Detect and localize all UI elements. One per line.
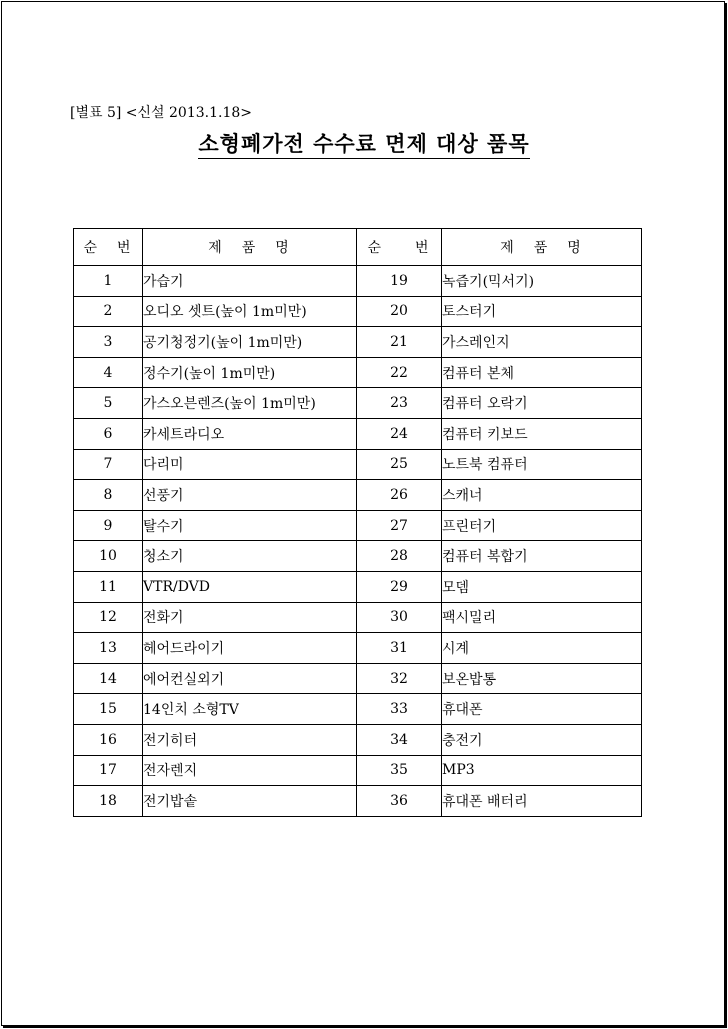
item-number: 25 xyxy=(357,449,442,480)
item-number: 22 xyxy=(357,357,442,388)
table-row xyxy=(74,724,642,755)
header-product-name-2: 제 품 명 xyxy=(442,229,642,266)
item-name: 컴퓨터 복합기 xyxy=(442,541,642,572)
item-name: 전자렌지 xyxy=(143,755,357,786)
item-number: 12 xyxy=(74,602,143,633)
table-row xyxy=(74,755,642,786)
item-number: 6 xyxy=(74,418,143,449)
table-row xyxy=(74,449,642,480)
item-number: 33 xyxy=(357,694,442,725)
items-table xyxy=(73,228,642,817)
item-number: 5 xyxy=(74,388,143,419)
item-number: 34 xyxy=(357,724,442,755)
table-row xyxy=(74,418,642,449)
item-name: 보온밥통 xyxy=(442,663,642,694)
item-name: 컴퓨터 본체 xyxy=(442,357,642,388)
item-number: 21 xyxy=(357,327,442,358)
header-number-2: 순 번 xyxy=(357,229,442,266)
header-number: 순 번 xyxy=(74,229,143,266)
item-number: 35 xyxy=(357,755,442,786)
item-name: 스캐너 xyxy=(442,480,642,511)
document-title-text: 소형폐가전 수수료 면제 대상 품목 xyxy=(198,132,529,159)
table-row xyxy=(74,602,642,633)
item-name: 공기청정기(높이 1m미만) xyxy=(143,327,357,358)
item-number: 9 xyxy=(74,510,143,541)
item-name: 휴대폰 xyxy=(442,694,642,725)
item-name: 팩시밀리 xyxy=(442,602,642,633)
item-name: 다리미 xyxy=(143,449,357,480)
item-name: 프린터기 xyxy=(442,510,642,541)
item-name: 전화기 xyxy=(143,602,357,633)
item-number: 7 xyxy=(74,449,143,480)
item-name: 오디오 셋트(높이 1m미만) xyxy=(143,296,357,327)
item-name: 에어컨실외기 xyxy=(143,663,357,694)
item-number: 32 xyxy=(357,663,442,694)
item-name: 충전기 xyxy=(442,724,642,755)
table-row xyxy=(74,786,642,817)
table-row xyxy=(74,480,642,511)
item-number: 20 xyxy=(357,296,442,327)
item-number: 30 xyxy=(357,602,442,633)
item-name: 전기히터 xyxy=(143,724,357,755)
item-number: 14 xyxy=(74,663,143,694)
item-name: 휴대폰 배터리 xyxy=(442,786,642,817)
document-title xyxy=(0,128,728,158)
item-name: 가스오븐렌즈(높이 1m미만) xyxy=(143,388,357,419)
item-name: 노트북 컴퓨터 xyxy=(442,449,642,480)
item-number: 29 xyxy=(357,571,442,602)
table-row xyxy=(74,296,642,327)
item-name: 시계 xyxy=(442,633,642,664)
item-number: 15 xyxy=(74,694,143,725)
item-name: MP3 xyxy=(442,755,642,786)
item-name: 헤어드라이기 xyxy=(143,633,357,664)
item-name: 카세트라디오 xyxy=(143,418,357,449)
item-number: 31 xyxy=(357,633,442,664)
table-row xyxy=(74,541,642,572)
item-name: 컴퓨터 오락기 xyxy=(442,388,642,419)
item-number: 4 xyxy=(74,357,143,388)
item-number: 19 xyxy=(357,266,442,297)
table-row xyxy=(74,663,642,694)
table-row xyxy=(74,388,642,419)
table-row xyxy=(74,694,642,725)
table-row xyxy=(74,357,642,388)
header-product-name: 제 품 명 xyxy=(143,229,357,266)
item-number: 2 xyxy=(74,296,143,327)
item-name: 모뎀 xyxy=(442,571,642,602)
item-name: 선풍기 xyxy=(143,480,357,511)
item-number: 13 xyxy=(74,633,143,664)
table-row xyxy=(74,571,642,602)
item-number: 3 xyxy=(74,327,143,358)
item-number: 23 xyxy=(357,388,442,419)
item-number: 10 xyxy=(74,541,143,572)
item-name: 청소기 xyxy=(143,541,357,572)
item-number: 1 xyxy=(74,266,143,297)
item-number: 28 xyxy=(357,541,442,572)
item-name: VTR/DVD xyxy=(143,571,357,602)
item-name: 컴퓨터 키보드 xyxy=(442,418,642,449)
item-number: 36 xyxy=(357,786,442,817)
table-row xyxy=(74,266,642,297)
item-number: 27 xyxy=(357,510,442,541)
item-name: 가습기 xyxy=(143,266,357,297)
table-row xyxy=(74,510,642,541)
item-number: 16 xyxy=(74,724,143,755)
item-name: 녹즙기(믹서기) xyxy=(442,266,642,297)
table-row xyxy=(74,633,642,664)
item-number: 18 xyxy=(74,786,143,817)
item-number: 11 xyxy=(74,571,143,602)
item-number: 8 xyxy=(74,480,143,511)
item-name: 가스레인지 xyxy=(442,327,642,358)
item-name: 탈수기 xyxy=(143,510,357,541)
table-row xyxy=(74,327,642,358)
item-number: 26 xyxy=(357,480,442,511)
item-number: 24 xyxy=(357,418,442,449)
item-name: 정수기(높이 1m미만) xyxy=(143,357,357,388)
annex-label: [별표 5] <신설 2013.1.18> xyxy=(70,105,252,121)
table-header-row xyxy=(74,229,642,266)
item-number: 17 xyxy=(74,755,143,786)
item-name: 토스터기 xyxy=(442,296,642,327)
item-name: 14인치 소형TV xyxy=(143,694,357,725)
item-name: 전기밥솥 xyxy=(143,786,357,817)
